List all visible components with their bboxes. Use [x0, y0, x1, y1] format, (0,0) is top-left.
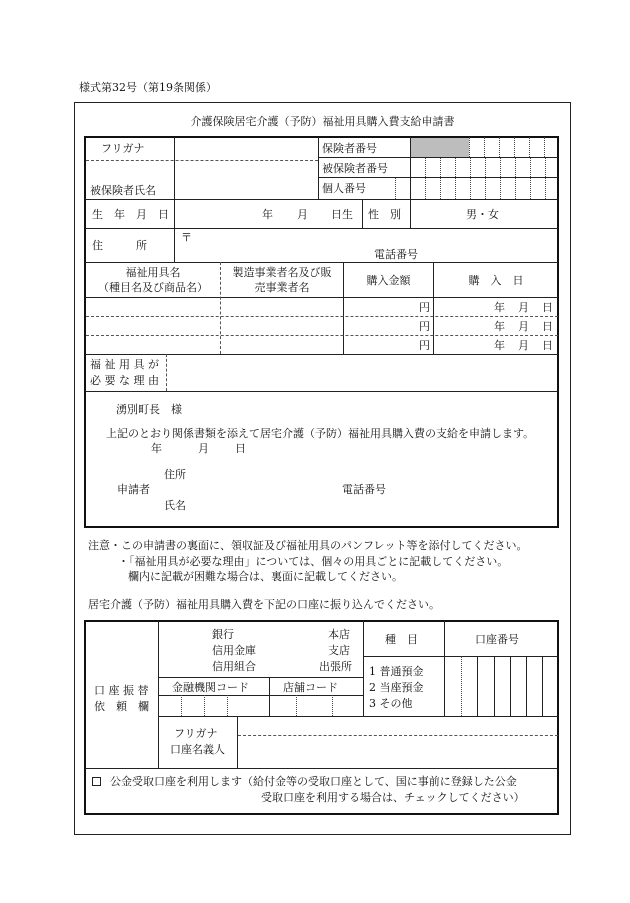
account-type-other[interactable]: 3 その他: [369, 697, 413, 710]
birth-day-unit: 日生: [331, 208, 353, 221]
item-row3-yen: 円: [419, 339, 430, 352]
bank-branch-office: 出張所: [319, 660, 352, 673]
declaration-year: 年: [151, 442, 162, 455]
item-row1-yen: 円: [419, 301, 430, 314]
bank-side-line1: 口 座 振 替: [94, 684, 149, 697]
item-row2-month: 月: [518, 320, 529, 333]
insured-name-label: 被保険者氏名: [90, 184, 156, 197]
insurer-number-shaded-cell: [411, 138, 469, 157]
applicant-label: 申請者: [117, 483, 150, 496]
note-line1: 注意・この申請書の裏面に、領収証及び福祉用具のパンフレット等を添付してください。: [88, 539, 528, 552]
note-line3: 欄内に記載が困難な場合は、裏面に記載してください。: [128, 570, 403, 583]
address-label: 住 所: [92, 239, 147, 252]
branch-code-label: 店舗コード: [283, 681, 338, 694]
sex-label: 性 別: [368, 208, 401, 221]
inst-code-label: 金融機関コード: [172, 681, 249, 694]
items-col1-line2: （種目名及び商品名）: [98, 281, 208, 294]
item-row1-month: 月: [518, 301, 529, 314]
addressee: 湧別町長 様: [116, 403, 182, 416]
account-type-label: 種 目: [385, 633, 418, 646]
declaration-statement: 上記のとおり関係書類を添えて居宅介護（予防）福祉用具購入費の支給を申請します。: [106, 427, 535, 440]
birth-month-unit: 月: [297, 208, 308, 221]
reason-label-line2: 必 要 な 理 由: [90, 374, 159, 387]
declaration-day: 日: [235, 442, 246, 455]
birth-year-unit: 年: [262, 208, 273, 221]
form-number: 様式第32号（第19条関係）: [79, 81, 217, 94]
item-row3-day: 日: [542, 339, 553, 352]
account-type-checking[interactable]: 2 当座預金: [369, 681, 424, 694]
bank-branch-branch: 支店: [328, 644, 350, 657]
form-title: 介護保険居宅介護（予防）福祉用具購入費支給申請書: [190, 115, 455, 128]
insured-number-label: 被保険者番号: [322, 162, 388, 175]
public-account-line2: 受取口座を利用する場合は、チェックしてください）: [261, 791, 525, 804]
item-row3-month: 月: [518, 339, 529, 352]
bank-side-line2: 依 頼 欄: [94, 700, 149, 713]
items-col3-header: 購入金額: [366, 274, 411, 287]
items-col1-line1: 福祉用具名: [125, 266, 181, 279]
bank-instruction: 居宅介護（予防）福祉用具購入費を下記の口座に振り込んでください。: [88, 598, 440, 611]
item-row2-day: 日: [542, 320, 553, 333]
item-row2-year: 年: [494, 320, 505, 333]
bank-inst-bank: 銀行: [212, 628, 234, 641]
note-line2: ・「福祉用具が必要な理由」については、個々の用具ごとに記載してください。: [118, 555, 509, 568]
public-account-line1: 公金受取口座を利用します（給付金等の受取口座として、国に事前に登録した公金: [110, 775, 517, 788]
items-col2-line2: 売事業者名: [254, 281, 310, 294]
bank-inst-credit-union: 信用金庫: [212, 644, 256, 657]
item-row1-year: 年: [494, 301, 505, 314]
furigana-label: フリガナ: [101, 142, 145, 155]
account-holder-label: 口座名義人: [170, 743, 225, 756]
holder-furigana-label: フリガナ: [174, 727, 218, 740]
sex-options[interactable]: 男・女: [466, 208, 499, 221]
account-type-ordinary[interactable]: 1 普通預金: [369, 665, 424, 678]
reason-label-line1: 福 祉 用 具 が: [90, 358, 159, 371]
account-number-label: 口座番号: [475, 633, 519, 646]
bank-inst-credit-coop: 信用組合: [212, 660, 256, 673]
postal-mark: 〒: [181, 231, 192, 244]
item-row2-yen: 円: [419, 320, 430, 333]
account-holder-field[interactable]: [239, 737, 557, 767]
insurer-number-label: 保険者番号: [322, 142, 377, 155]
bank-branch-main: 本店: [328, 628, 350, 641]
items-col4-header: 購 入 日: [468, 274, 524, 287]
declaration-month: 月: [198, 442, 209, 455]
applicant-phone-label: 電話番号: [342, 483, 386, 496]
birth-date-label: 生 年 月 日: [92, 208, 169, 221]
reason-field[interactable]: [168, 355, 557, 390]
item-row3-year: 年: [494, 339, 505, 352]
phone-label: 電話番号: [374, 248, 418, 261]
insured-name-field[interactable]: [176, 161, 317, 198]
applicant-name-label: 氏名: [164, 499, 186, 512]
applicant-address-label: 住所: [164, 468, 186, 481]
public-account-checkbox[interactable]: [92, 777, 101, 786]
item-row1-day: 日: [542, 301, 553, 314]
items-col2-line1: 製造事業者名及び販: [232, 266, 332, 279]
personal-number-label: 個人番号: [322, 182, 366, 195]
